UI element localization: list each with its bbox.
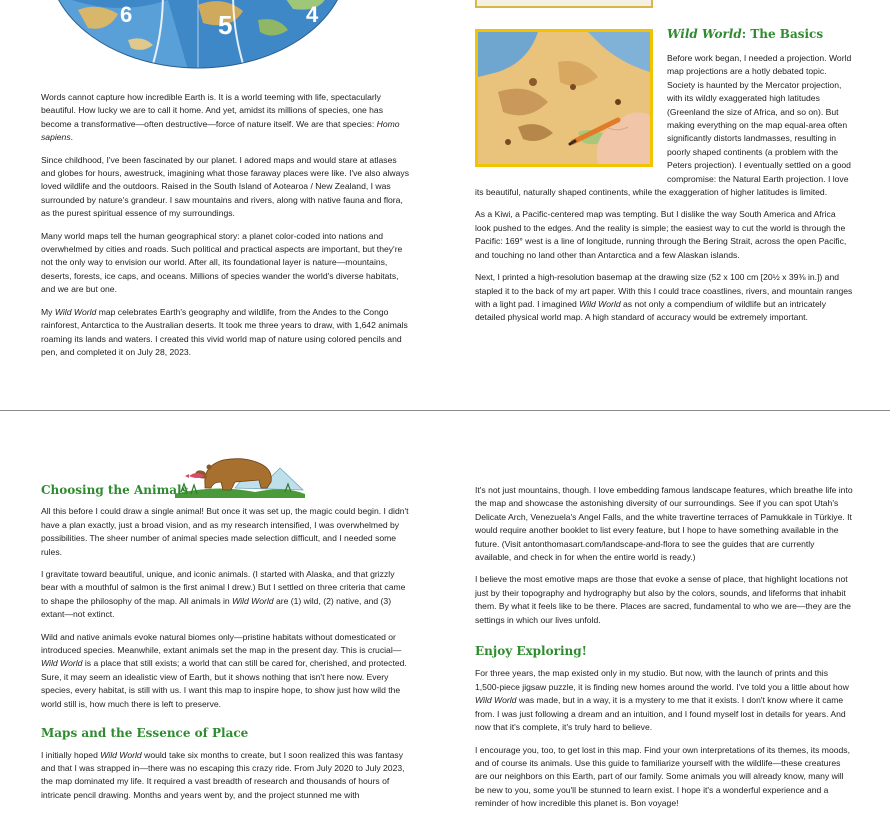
basics-paragraph-3: Next, I printed a high-resolution basemap at the drawing size (52 x 100 cm [20½ x 39⅜ in.]) and stapled it to the back of my art paper. With this I could trace coastlines, rivers, and mountain ranges with a light pad. I imagined Wild World as not only a compendium of wildlife but an intricately detailed physical world map. A high standard of accuracy would be extremely important. [475, 272, 853, 323]
globe-number-4: 4 [306, 2, 319, 27]
choosing-animals-heading: Choosing the Animals [41, 483, 189, 497]
intro-paragraph-4: My Wild World map celebrates Earth's geography and wildlife, from the Andes to the Congo rainforest, Antarctica to the Australian deserts. It took me three years to draw, with 1,642 animals roaming its lands and waters. I created this vivid world map of nature using colored pencils and pen, and completed it on July 28, 2023. [41, 306, 408, 357]
exploring-column [475, 484, 853, 820]
landscape-paragraph: It's not just mountains, though. I love embedding famous landscape features, which breathe life into the map and showcase the astonishing diversity of our surroundings. See if you can spot Utah's Delicate Arch, Venezuela's Angel Falls, and the white travertine terraces of Pamukkale in Türkiye. It would require another booklet to list every feature, but I hope to have something available in the future. (Visit antonthomasart.com/landscape-and-flora to see the guides that are currently available, and check in for when the entire world is ready.) [475, 485, 853, 563]
animals-paragraph-2: I gravitate toward beautiful, unique, and iconic animals. (I started with Alaska, and that grizzly bear with a mouthful of salmon is the first animal I drew.) But I settled on three criteria that came to shape the philosophy of the map. All animals in Wild World are (1) wild, (2) native, and (3) extant—not extinct. [41, 569, 406, 620]
globe-number-5: 5 [218, 10, 233, 40]
map-image-edge [475, 0, 653, 8]
globe-number-6: 6 [120, 2, 133, 27]
page-bottom [0, 412, 890, 820]
page-divider [0, 410, 890, 411]
basics-column [475, 52, 853, 334]
basics-intro [667, 28, 852, 48]
animals-paragraph-1: All this before I could draw a single animal! But once it was set up, the magic could begin. I didn't have a plan exactly, just a broad vision, and as my research intensified, I was overwhelmed by possibilities. The sheer number of animal species made selection difficult, and I needed some rules. [41, 506, 409, 557]
exploring-paragraph-1: For three years, the map existed only in my studio. But now, with the launch of prints and this 1,500-piece jigsaw puzzle, it is finding new homes around the world. I've told you a little about how Wild World was made, but in a way, it is a mystery to me that it exists. I don't know where it came from. I was just following a dream and an intuition, and I found myself lost in details for years. And now that it's complete, it's truly hard to believe. [475, 668, 849, 733]
enjoy-exploring-heading: Enjoy Exploring! [475, 644, 587, 659]
exploring-paragraph-2: I encourage you, too, to get lost in this map. Find your own interpretations of its themes, its moods, and of course its animals. Use this guide to familiarize yourself with the wildlife—these creatures are our neighbors on this Earth, part of our family. Some animals you will already know, many will be new to you, some you'll be stunned to learn exist. I hope it's a wonderful experience and a reminder of how incredible this planet is. Bon voyage! [475, 744, 850, 809]
sense-of-place-paragraph: I believe the most emotive maps are those that evoke a sense of place, that highlight locations not just by their topography and hydrography but also by the colors, sounds, and lifeforms that inhabit them. By what it feels like to be there. Places are sacred, fundamental to who we are—they are the settings in which our lives unfold. [475, 574, 851, 625]
basics-paragraph-1: Before work began, I needed a projection. World map projections are a hotly debated topic. Society is haunted by the Mercator projection, with its wildly exaggerated high latitudes (Greenland the size of Africa, and so on). But making everything on the map equal-area often significantly distorts landmasses, resulting in poorly shaped continents (a problem with the Peters projection). I eventually settled on a good compromise: the Natural Earth projection. I love its beautiful, naturally shaped continents, while the exaggeration of higher latitudes is limited. [475, 53, 852, 198]
intro-column [41, 91, 409, 368]
essence-paragraph-1: I initially hoped Wild World would take six months to create, but I soon realized this was fantasy and that I was strapped in—there was no escaping this crazy ride. From July 2020 to July 2023, the map dominated my life. It required a vast breadth of research and thousands of hours of intricate pencil drawing. Months and years went by, and the project stunned me with [41, 749, 405, 800]
basics-paragraph-2: As a Kiwi, a Pacific-centered map was tempting. But I dislike the way South America and Africa look pushed to the edges. And the reality is simple; the easiest way to cut the world is through the Pacific: 169° west is a line of longitude, running through the Bering Strait, across the open Pacific, and touching no land other than Antarctica and a few Alaskan islands. [475, 209, 847, 260]
animals-column [41, 484, 409, 811]
intro-paragraph-2: Since childhood, I've been fascinated by our planet. I adored maps and would stare at atlases and globes for hours, awestruck, imagining what those faraway places were like. I've also always loved wildlife and the outdoors. Raised in the South Island of Aotearoa / New Zealand, I was surrounded by nature's grandeur. I saw mountains and rivers, along with native fauna and flora, as the purest spiritual essence of my surroundings. [41, 154, 410, 219]
intro-paragraph-3: Many world maps tell the human geographical story: a planet color-coded into nations and overwhelmed by cities and roads. Such political and practical aspects are important, but they're not the only way to envision our world. After all, its foundational layer is nature—mountains, deserts, forests, ice caps, and oceans. Millions of species wander the world's diverse habitats, and we are but one. [41, 230, 403, 295]
basics-heading: Wild World: The Basics [667, 27, 824, 41]
animals-paragraph-3: Wild and native animals evoke natural biomes only—pristine habitats without domesticated or introduced species. Meanwhile, extant animals set the map in the present day. This is crucial—Wild World is a place that still exists; a world that can still be cared for, cherished, and protected. Sure, it may seem an idealistic view of Earth, but it shows nothing that isn't here now. Every species, every habitat, is still with us. I want this map to inspire hope, to show just how wild the world still is, how much there is left to preserve. [41, 631, 407, 709]
maps-essence-heading: Maps and the Essence of Place [41, 726, 249, 741]
intro-paragraph-1: Words cannot capture how incredible Earth is. It is a world teeming with life, spectacularly beautiful. How lucky we are to call it home. And yet, amidst its millions of species, one has become a transformative—often destructive—force of nature itself. We are that species: Homo sapiens. [41, 92, 400, 143]
globe-illustration [48, 0, 348, 70]
